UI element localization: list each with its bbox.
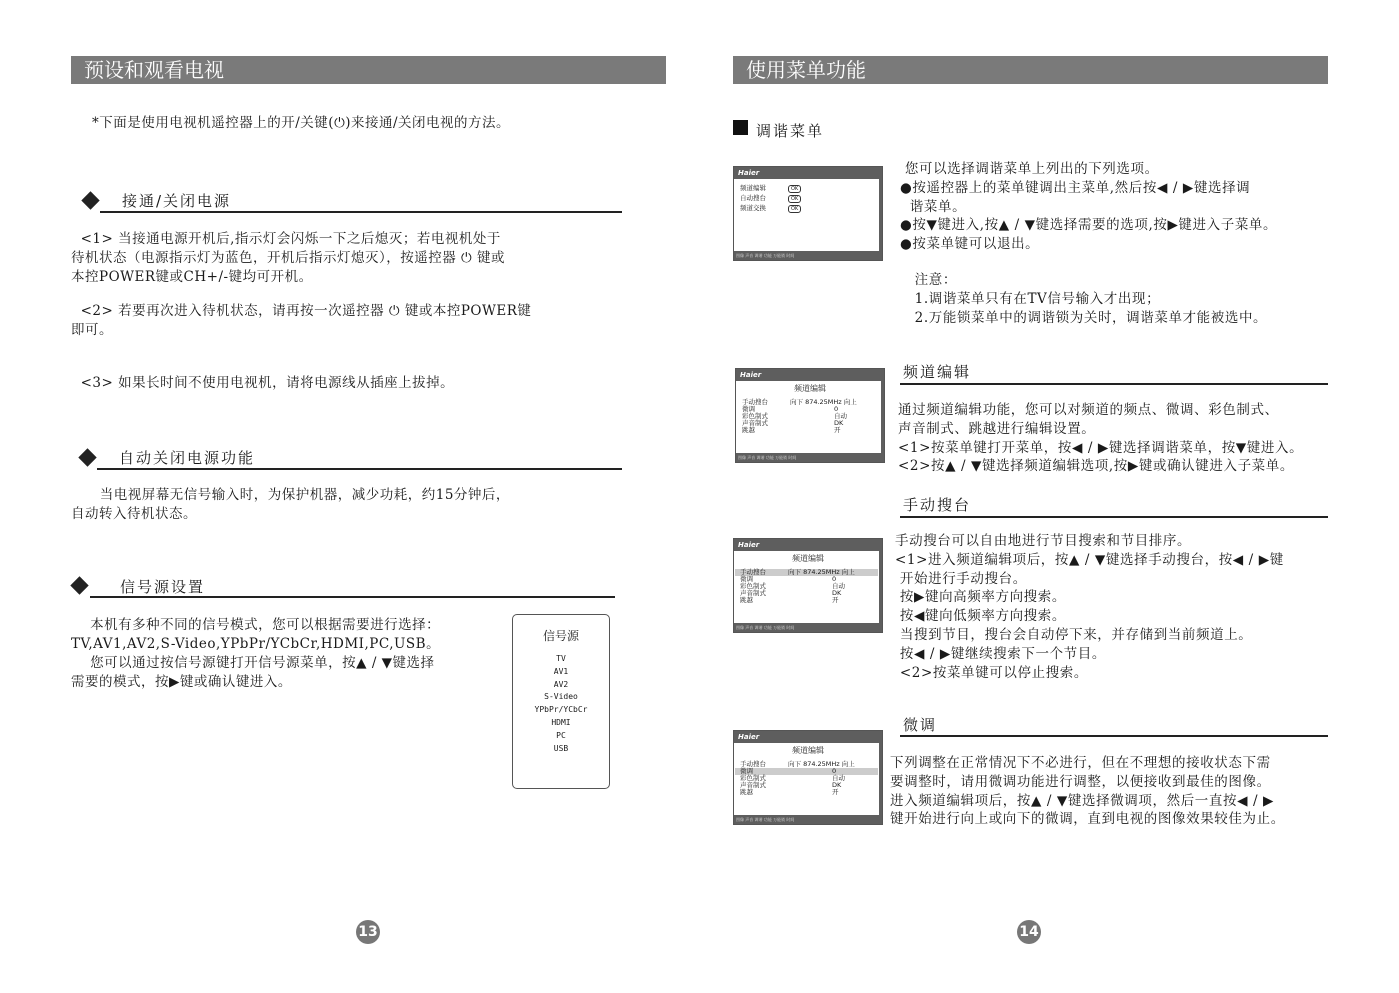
- power-heading: 接通/关闭电源: [122, 192, 232, 210]
- screen-bottom-bar: 图像 声音 调谐 功能 万能锁 时间: [736, 453, 884, 462]
- screen-row-value: 自动: [832, 774, 845, 782]
- channel-edit-paragraph: 通过频道编辑功能，您可以对频道的频点、微调、彩色制式、 声音制式、跳越进行编辑设置。 <1>按菜单键打开菜单，按◀ / ▶键选择调谐菜单，按▼键进入。 <2>按▲ / ▼键选择频道编辑选项,按▶键或确认键进入子菜单。: [898, 402, 1304, 475]
- source-paragraph: 本机有多种不同的信号模式，您可以根据需要进行选择： TV,AV1,AV2,S-Video,YPbPr/YCbCr,HDMI,PC,USB。 您可以通过按信号源键打开信号源菜单，按▲ / ▼键选择 需要的模式，按▶键或确认键进入。: [71, 617, 441, 690]
- source-option: YPbPr/YCbCr: [534, 705, 588, 715]
- screen-item: 频道编辑: [740, 184, 766, 192]
- signal-source-menu: [512, 614, 610, 789]
- page-number-right: 14: [1017, 920, 1041, 944]
- section-rule: [900, 383, 1328, 385]
- screen-row-label: 声音制式: [740, 781, 766, 789]
- source-option: HDMI: [551, 717, 571, 727]
- power-paragraph-2: <2> 若要再次进入待机状态，请再按一次遥控器 ⏻ 键或本控POWER键 即可。: [71, 303, 532, 338]
- left-page-banner: 预设和观看电视: [71, 56, 666, 84]
- channel-edit-screen-1: [735, 368, 885, 463]
- channel-edit-heading: 频道编辑: [903, 363, 972, 381]
- screen-row-label: 手动搜台: [742, 398, 768, 406]
- signal-source-title: 信号源: [542, 629, 579, 643]
- screen-row-value: 自动: [834, 412, 847, 420]
- fine-tune-paragraph: 下列调整在正常情况下不必进行，但在不理想的接收状态下需 要调整时，请用微调功能进行调整，以便接收到最佳的图像。 进入频道编辑项后，按▲ / ▼键选择微调项，然后一直按◀ / ▶ 键开始进行向上或向下的微调，直到电视的图像效果较佳为止。: [890, 755, 1285, 828]
- screen-row-value: 0: [834, 405, 839, 413]
- channel-edit-screen-3: [733, 730, 883, 825]
- section-rule: [900, 516, 1328, 518]
- screen-row-value: 0: [832, 767, 837, 775]
- diamond-bullet-icon: [70, 576, 88, 594]
- manual-search-heading: 手动搜台: [903, 496, 972, 514]
- screen-title: 频道编辑: [794, 384, 826, 393]
- screen-row-label: 手动搜台: [740, 760, 766, 768]
- screen-row-label: 跳越: [740, 788, 753, 796]
- brand-logo: Haier: [734, 167, 882, 179]
- screen-row-value: 向下 874.25MHz 向上: [788, 568, 855, 576]
- ok-badge: OK: [788, 205, 801, 213]
- brand-logo: Haier: [734, 731, 882, 743]
- section-rule: [100, 211, 622, 213]
- power-paragraph-3: <3> 如果长时间不使用电视机，请将电源线从插座上拔掉。: [71, 375, 455, 391]
- screen-item: 频道交换: [740, 204, 766, 212]
- section-rule: [900, 735, 1328, 737]
- screen-row-value: 开: [832, 788, 839, 796]
- manual-search-paragraph: 手动搜台可以自由地进行节目搜索和节目排序。 <1>进入频道编辑项后，按▲ / ▼键选择手动搜台，按◀ / ▶键 开始进行手动搜台。 按▶键向高频率方向搜索。 按◀键向低频率方向搜索。 当搜到节目，搜台会自动停下来，并存储到当前频道上。 按◀ / ▶键继续搜索下一个节目。 <2>按菜单键可以停止搜索。: [895, 533, 1284, 681]
- screen-row-value: 开: [832, 596, 839, 604]
- screen-bottom-bar: 图像 声音 调谐 功能 万能锁 时间: [734, 251, 882, 260]
- screen-row-value: 0: [832, 575, 837, 583]
- screen-row-label: 声音制式: [740, 589, 766, 597]
- screen-row-label: 跳越: [742, 426, 755, 434]
- diamond-bullet-icon: [81, 191, 99, 209]
- diamond-bullet-icon: [78, 448, 96, 466]
- screen-bottom-bar: 图像 声音 调谐 功能 万能锁 时间: [734, 623, 882, 632]
- fine-tune-heading: 微调: [903, 716, 938, 734]
- screen-row-label: 彩色制式: [740, 582, 766, 590]
- screen-row-label: 彩色制式: [740, 774, 766, 782]
- screen-row-label: 手动搜台: [740, 568, 766, 576]
- page-number-left: 13: [356, 920, 380, 944]
- tune-menu-screen: [733, 166, 883, 261]
- screen-row-value: 开: [834, 426, 841, 434]
- right-page-banner: 使用菜单功能: [733, 56, 1328, 84]
- screen-item: 自动搜台: [740, 194, 766, 202]
- screen-title: 频道编辑: [792, 746, 824, 755]
- screen-row-label: 微调: [742, 405, 755, 413]
- section-rule: [90, 596, 615, 598]
- section-rule: [97, 468, 622, 470]
- source-option: S-Video: [544, 692, 578, 702]
- channel-edit-screen-2: [733, 538, 883, 633]
- screen-row-value: 向下 874.25MHz 向上: [788, 760, 855, 768]
- screen-row-value: DK: [834, 419, 844, 427]
- screen-row-label: 微调: [740, 575, 753, 583]
- source-option: PC: [556, 730, 566, 740]
- screen-title: 频道编辑: [792, 554, 824, 563]
- brand-logo: Haier: [734, 539, 882, 551]
- source-heading: 信号源设置: [120, 578, 206, 596]
- tune-menu-paragraph: 您可以选择调谐菜单上列出的下列选项。 ●按遥控器上的菜单键调出主菜单,然后按◀ / ▶键选择调 谐菜单。 ●按▼键进入,按▲ / ▼键选择需要的选项,按▶键进入子菜单。 ●按菜单键可以退出。: [900, 161, 1278, 253]
- screen-row-value: DK: [832, 781, 842, 789]
- source-option: AV2: [553, 679, 569, 689]
- screen-bottom-bar: 图像 声音 调谐 功能 万能锁 时间: [734, 815, 882, 824]
- auto-off-paragraph: 当电视屏幕无信号输入时，为保护机器，减少功耗，约15分钟后， 自动转入待机状态。: [71, 487, 510, 522]
- power-paragraph-1: <1> 当接通电源开机后,指示灯会闪烁一下之后熄灭；若电视机处于 待机状态（电源指示灯为蓝色，开机后指示灯熄灭），按遥控器 ⏻ 键或 本控POWER键或CH+/-键均可开机。: [71, 231, 506, 285]
- screen-row-label: 跳越: [740, 596, 753, 604]
- screen-row-value: 自动: [832, 582, 845, 590]
- ok-badge: OK: [788, 185, 801, 193]
- auto-off-heading: 自动关闭电源功能: [119, 449, 256, 467]
- intro-text: *下面是使用电视机遥控器上的开/关键(⏻)来接通/关闭电视的方法。: [92, 115, 511, 131]
- screen-row-value: 向下 874.25MHz 向上: [790, 398, 857, 406]
- screen-row-label: 声音制式: [742, 419, 768, 427]
- source-option: USB: [553, 743, 569, 753]
- tune-menu-note: 注意： 1.调谐菜单只有在TV信号输入才出现； 2.万能锁菜单中的调谐锁为关时，调谐菜单才能被选中。: [914, 272, 1268, 326]
- source-option: TV: [556, 654, 566, 663]
- source-option: AV1: [553, 666, 569, 676]
- brand-logo: Haier: [736, 369, 884, 381]
- tune-menu-heading: 调谐菜单: [756, 122, 825, 140]
- square-bullet-icon: [733, 120, 748, 135]
- screen-row-label: 彩色制式: [742, 412, 768, 420]
- ok-badge: OK: [788, 195, 801, 203]
- screen-row-label: 微调: [740, 767, 753, 775]
- screen-row-value: DK: [832, 589, 842, 597]
